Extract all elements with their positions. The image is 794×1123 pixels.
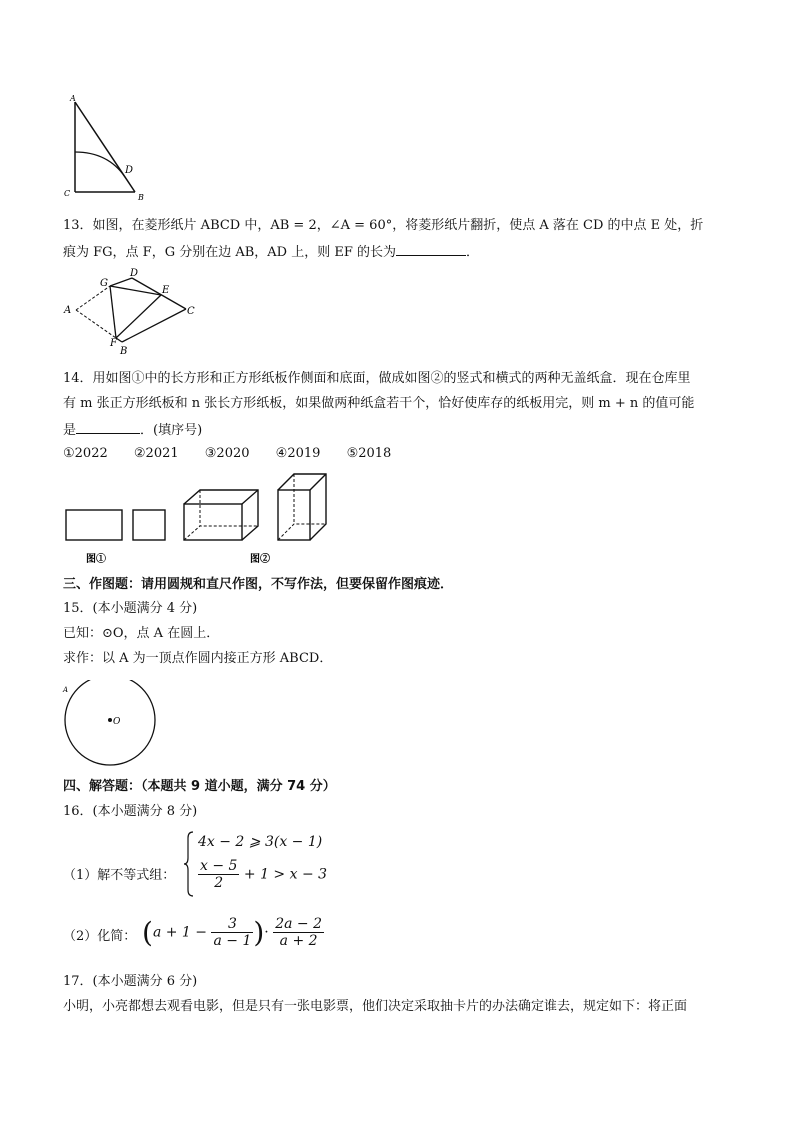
- label-B: B: [120, 346, 128, 356]
- dot-operator: ·: [264, 924, 269, 941]
- q16-expr: [142, 916, 324, 949]
- q13-line2: [63, 242, 479, 262]
- q16-frac1-den: a − 1: [213, 933, 252, 949]
- q15-given: 已知：⊙O，点 A 在圆上．: [63, 626, 220, 641]
- figure-triangle-arc: [58, 92, 158, 204]
- q14-line2: 有 m 张正方形纸板和 n 张长方形纸板，如果做两种纸盒若干个，恰好使库存的纸板用完，则 m + n 的值可能: [63, 396, 695, 411]
- fig1-label: 图①: [86, 554, 106, 565]
- q14-option-5: ⑤2018: [346, 446, 392, 461]
- label-C: C: [187, 306, 195, 317]
- q14-option-4: ④2019: [275, 446, 321, 461]
- section4-title: 四、解答题：（本题共 9 道小题，满分 74 分）: [63, 779, 336, 794]
- q16-frac2-num: 2a − 2: [275, 916, 322, 932]
- label-A: A: [70, 94, 76, 103]
- q14-line3: [63, 420, 202, 440]
- q13-line2-text: 痕为 FG，点 F，G 分别在边 AB，AD 上，则 EF 的长为: [63, 245, 396, 260]
- q16-frac2: [273, 916, 324, 949]
- paren-right: ): [253, 916, 265, 949]
- q16-ineq2-num: x − 5: [200, 858, 238, 874]
- q14-line1: 14．用如图①中的长方形和正方形纸板作侧面和底面，做成如图②的竖式和横式的两种无盖纸盒．现在仓库里: [63, 371, 691, 386]
- q13-line2-end: ．: [466, 245, 480, 260]
- q14-option-3: ③2020: [204, 446, 250, 461]
- label-C: C: [64, 189, 71, 198]
- q16-frac2-den: a + 2: [279, 933, 318, 949]
- q16-ineq2-rest: + 1 > x − 3: [243, 866, 328, 883]
- q14-option-1: ①2022: [63, 446, 108, 461]
- q14-line3-end: ．(填序号): [140, 423, 203, 438]
- label-F: F: [110, 338, 117, 349]
- q16-part2-label: （2）化简：: [63, 929, 137, 944]
- paren-left: (: [142, 916, 153, 949]
- q16-frac1-num: 3: [211, 916, 253, 933]
- label-E: E: [162, 285, 170, 296]
- q14-answer-blank[interactable]: [76, 420, 140, 434]
- label-D: D: [130, 268, 139, 279]
- q16-ineq2-frac: [198, 858, 239, 891]
- q15-task: 求作：以 A 为一顶点作圆内接正方形 ABCD．: [63, 651, 333, 666]
- q16-ineq1: 4x − 2 ⩾ 3(x − 1): [198, 834, 323, 850]
- figure-circle: [58, 680, 162, 768]
- label-O: O: [113, 717, 121, 727]
- q16-part1-label: （1）解不等式组：: [63, 868, 176, 883]
- q16-ineq2: [198, 858, 327, 891]
- q13-answer-blank[interactable]: [396, 242, 466, 256]
- label-D: D: [125, 165, 134, 176]
- q16-header: 16．(本小题满分 8 分): [63, 804, 198, 819]
- q15-header: 15．(本小题满分 4 分): [63, 601, 198, 616]
- q16-expr-pre: a + 1 −: [152, 924, 208, 941]
- q14-options: [63, 445, 413, 463]
- label-G: G: [100, 278, 108, 289]
- brace: [183, 830, 195, 898]
- q13-line1: 13．如图，在菱形纸片 ABCD 中，AB = 2，∠A = 60°，将菱形纸片翻折，使点 A 落在 CD 的中点 E 处，折: [63, 218, 704, 233]
- q17-line1: 小明，小亮都想去观看电影，但是只有一张电影票，他们决定采取抽卡片的办法确定谁去，规定如下：将正面: [63, 999, 688, 1014]
- figure-boxes: [60, 466, 350, 568]
- q14-line3-text: 是: [63, 423, 77, 438]
- fig2-label: 图②: [250, 554, 270, 565]
- section3-title: 三、作图题：请用圆规和直尺作图，不写作法，但要保留作图痕迹．: [63, 577, 454, 592]
- label-A: A: [64, 305, 72, 316]
- q17-header: 17．(本小题满分 6 分): [63, 974, 198, 989]
- q16-ineq2-den: 2: [214, 875, 224, 891]
- figure-rhombus: [60, 268, 200, 356]
- q14-option-2: ②2021: [133, 446, 179, 461]
- label-A: A: [63, 686, 69, 694]
- label-B: B: [138, 193, 144, 202]
- q16-frac1: [211, 916, 253, 949]
